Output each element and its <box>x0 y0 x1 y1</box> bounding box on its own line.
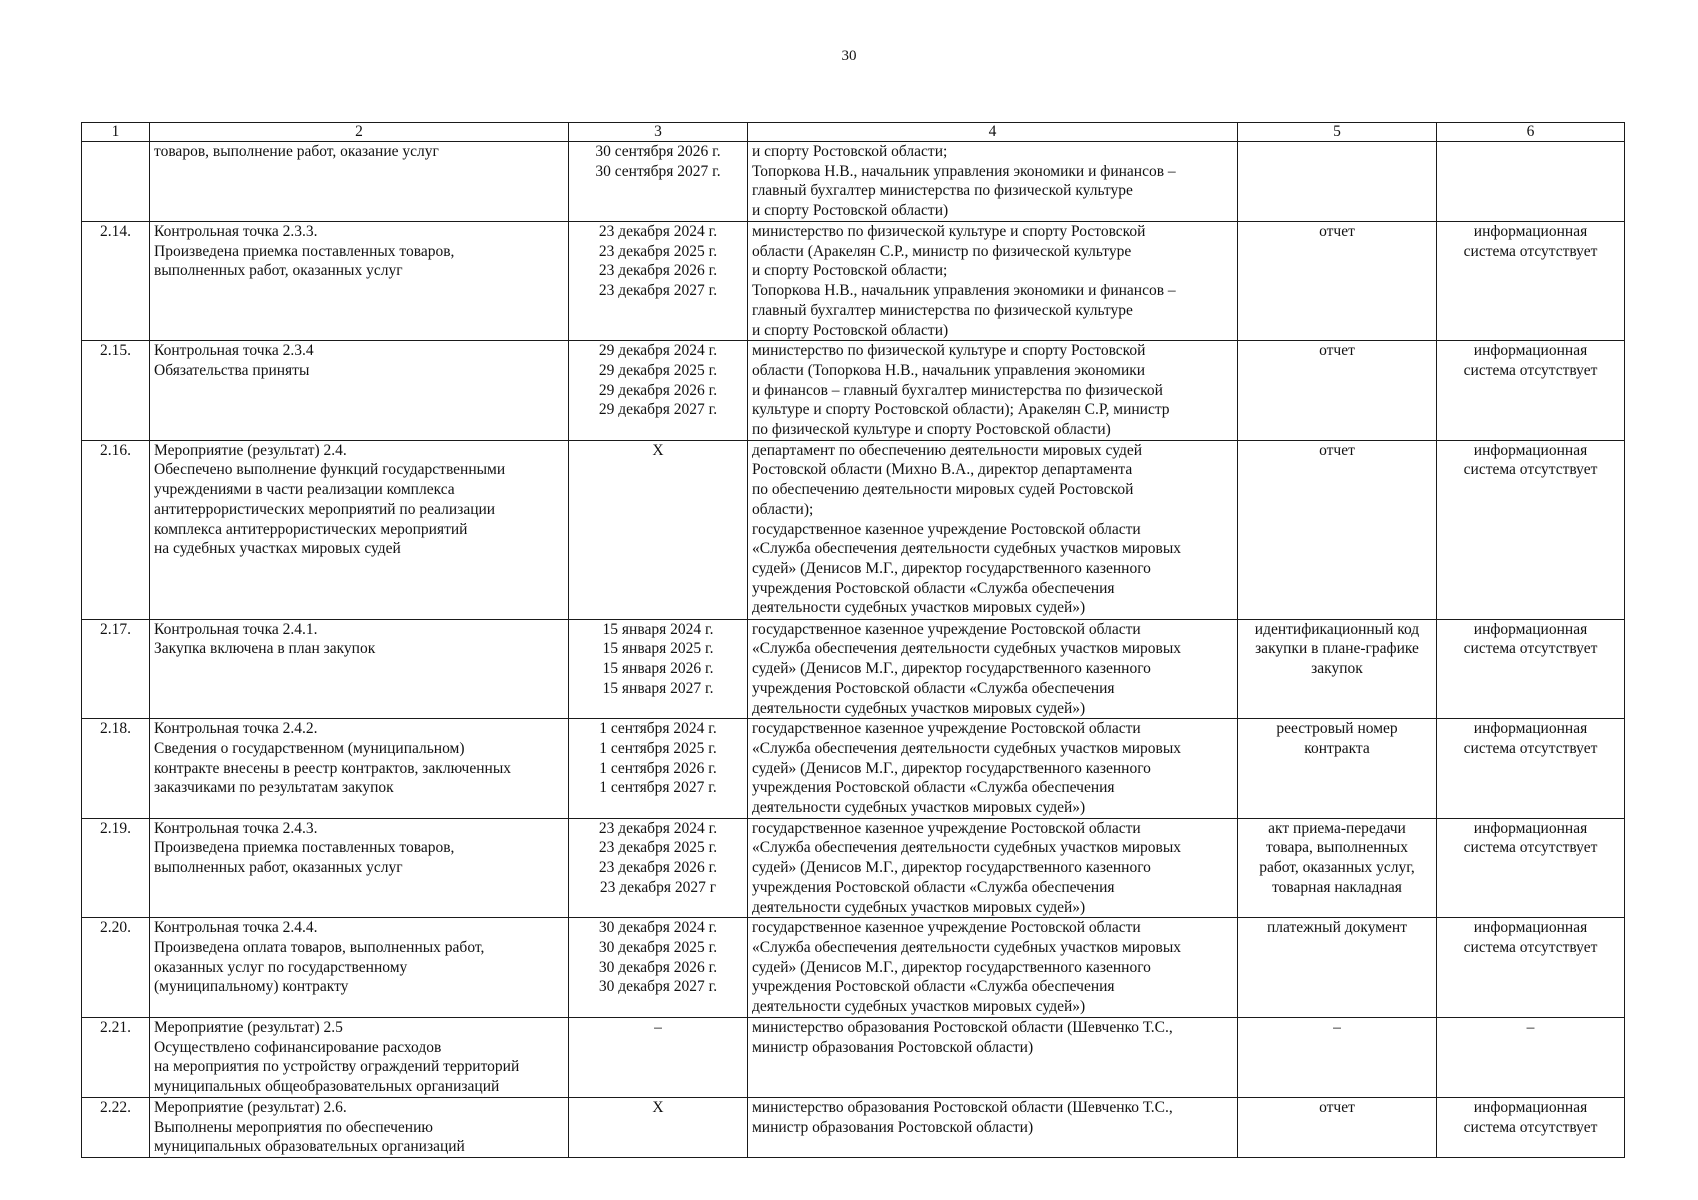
item-responsible-line: деятельности судебных участков мировых судей») <box>752 799 1086 817</box>
item-responsible-line: судей» (Денисов М.Г., директор государственного казенного <box>752 759 1151 777</box>
item-responsible-line: области (Топоркова Н.В., начальник управления экономики <box>752 361 1146 379</box>
item-name-line: муниципальных общеобразовательных организаций <box>154 1077 500 1095</box>
item-information-system-line: информационная <box>1473 1098 1588 1116</box>
item-document-line: отчет <box>1319 1098 1355 1116</box>
column-number-2: 2 <box>150 123 569 142</box>
item-deadline-line: 23 декабря 2024 г. <box>598 819 718 837</box>
item-name-line: Обеспечено выполнение функций государственными <box>154 461 506 479</box>
item-name-line: Контрольная точка 2.4.3. <box>154 819 318 837</box>
item-document-cell <box>1238 719 1437 819</box>
item-information-system-cell <box>1437 1097 1625 1157</box>
item-deadline-line: 29 декабря 2024 г. <box>598 342 718 360</box>
item-responsible-line: министерство по физической культуре и спорту Ростовской <box>752 223 1146 240</box>
item-name-line: Сведения о государственном (муниципальном) <box>154 739 465 757</box>
item-name-line: Мероприятие (результат) 2.4. <box>154 441 347 459</box>
item-deadline-line: 29 декабря 2026 г. <box>598 381 718 399</box>
item-name-cell <box>150 341 569 441</box>
item-name-cell <box>150 440 569 619</box>
item-responsible-line: учреждения Ростовской области «Служба обеспечения <box>752 679 1115 697</box>
column-number-5: 5 <box>1238 123 1437 142</box>
item-deadline-cell <box>569 719 748 819</box>
item-name-line: Контрольная точка 2.4.1. <box>154 620 318 638</box>
item-responsible-line: и финансов – главный бухгалтер министерства по физической <box>752 381 1163 399</box>
item-information-system-cell <box>1437 818 1625 918</box>
table-row <box>82 719 1625 819</box>
item-deadline-line: 30 сентября 2026 г. <box>595 143 721 160</box>
item-name-cell <box>150 1097 569 1157</box>
item-document-line: закупок <box>1311 660 1363 678</box>
item-deadline-line: 1 сентября 2026 г. <box>599 759 717 777</box>
item-responsible-cell <box>748 1017 1238 1097</box>
table-row <box>82 1017 1625 1097</box>
column-number-4: 4 <box>748 123 1238 142</box>
item-responsible-line: судей» (Денисов М.Г., директор государственного казенного <box>752 859 1151 877</box>
item-responsible-line: и спорту Ростовской области) <box>752 321 949 339</box>
item-name-cell <box>150 619 569 719</box>
item-document-line: – <box>1333 1018 1341 1036</box>
item-name-cell <box>150 918 569 1018</box>
item-name-line: Произведена приемка поставленных товаров, <box>154 839 455 857</box>
item-name-cell <box>150 818 569 918</box>
item-name-line: Выполнены мероприятия по обеспечению <box>154 1118 433 1136</box>
table-row <box>82 1097 1625 1157</box>
item-responsible-line: области (Аракелян С.Р., министр по физической культуре <box>752 242 1132 260</box>
item-responsible-line: главный бухгалтер министерства по физической культуре <box>752 301 1133 319</box>
item-name-line: Закупка включена в план закупок <box>154 640 376 658</box>
item-information-system-cell <box>1437 619 1625 719</box>
item-deadline-line: 30 сентября 2027 г. <box>595 162 721 180</box>
item-name-cell <box>150 1017 569 1097</box>
item-deadline-cell <box>569 440 748 619</box>
item-deadline-line: 15 января 2025 г. <box>602 640 714 658</box>
item-information-system-cell <box>1437 1017 1625 1097</box>
item-deadline-cell <box>569 918 748 1018</box>
item-name-line: Мероприятие (результат) 2.6. <box>154 1098 347 1116</box>
table-row <box>82 918 1625 1018</box>
item-name-cell <box>150 142 569 222</box>
item-name-line: выполненных работ, оказанных услуг <box>154 262 403 280</box>
item-information-system-cell <box>1437 341 1625 441</box>
item-responsible-line: министерство образования Ростовской области (Шевченко Т.С., <box>752 1018 1173 1036</box>
plan-table <box>81 122 1625 1158</box>
item-number-cell: 2.17. <box>82 619 150 719</box>
item-responsible-cell <box>748 918 1238 1018</box>
item-name-line: Контрольная точка 2.3.4 <box>154 342 314 360</box>
item-deadline-line: 23 декабря 2026 г. <box>598 859 718 877</box>
item-deadline-cell <box>569 619 748 719</box>
item-deadline-line: 29 декабря 2027 г. <box>598 401 718 419</box>
item-responsible-line: культуре и спорту Ростовской области); Аракелян С.Р, министр <box>752 401 1170 419</box>
item-responsible-line: государственное казенное учреждение Ростовской области <box>752 919 1141 937</box>
item-name-line: (муниципальному) контракту <box>154 978 349 996</box>
item-responsible-line: учреждения Ростовской области «Служба обеспечения <box>752 579 1115 597</box>
item-responsible-line: судей» (Денисов М.Г., директор государственного казенного <box>752 958 1151 976</box>
item-deadline-line: 23 декабря 2024 г. <box>598 223 718 240</box>
item-responsible-cell <box>748 619 1238 719</box>
item-deadline-line: 29 декабря 2025 г. <box>598 361 718 379</box>
item-responsible-line: государственное казенное учреждение Ростовской области <box>752 819 1141 837</box>
item-responsible-line: деятельности судебных участков мировых судей») <box>752 998 1086 1016</box>
item-deadline-line: 15 января 2024 г. <box>602 620 714 638</box>
item-number-cell <box>82 142 150 222</box>
item-deadline-line: 1 сентября 2027 г. <box>599 779 717 797</box>
column-number-1: 1 <box>82 123 150 142</box>
item-name-line: Обязательства приняты <box>154 361 310 379</box>
item-responsible-line: учреждения Ростовской области «Служба обеспечения <box>752 978 1115 996</box>
item-document-cell <box>1238 818 1437 918</box>
item-information-system-line: – <box>1526 1018 1535 1036</box>
item-name-line: Мероприятие (результат) 2.5 <box>154 1018 343 1036</box>
item-name-line: на мероприятия по устройству ограждений территорий <box>154 1058 520 1076</box>
item-responsible-line: «Служба обеспечения деятельности судебных участков мировых <box>752 739 1182 757</box>
item-information-system-line: система отсутствует <box>1463 640 1598 658</box>
item-deadline-cell <box>569 222 748 341</box>
item-name-line: Произведена приемка поставленных товаров, <box>154 242 455 260</box>
column-number-3: 3 <box>569 123 748 142</box>
item-responsible-line: области); <box>752 500 814 518</box>
item-number-cell: 2.16. <box>82 440 150 619</box>
item-name-line: на судебных участках мировых судей <box>154 540 401 558</box>
item-deadline-line: 1 сентября 2025 г. <box>599 739 717 757</box>
item-responsible-line: главный бухгалтер министерства по физической культуре <box>752 182 1133 200</box>
item-document-line: реестровый номер <box>1276 720 1398 738</box>
item-responsible-line: «Служба обеспечения деятельности судебных участков мировых <box>752 938 1182 956</box>
item-responsible-line: министр образования Ростовской области) <box>752 1038 1034 1056</box>
table-row <box>82 142 1625 222</box>
item-deadline-line: 23 декабря 2026 г. <box>598 262 718 280</box>
item-document-cell <box>1238 619 1437 719</box>
item-responsible-line: «Служба обеспечения деятельности судебных участков мировых <box>752 540 1182 558</box>
item-name-line: оказанных услуг по государственному <box>154 958 408 976</box>
table-row <box>82 440 1625 619</box>
item-deadline-line: 30 декабря 2026 г. <box>598 958 718 976</box>
item-name-line: товаров, выполнение работ, оказание услуг <box>154 143 439 160</box>
item-number-cell: 2.20. <box>82 918 150 1018</box>
item-name-line: комплекса антитеррористических мероприятий <box>154 520 468 538</box>
item-name-line: Осуществлено софинансирование расходов <box>154 1038 442 1056</box>
item-responsible-cell <box>748 341 1238 441</box>
item-deadline-line: 23 декабря 2027 г <box>599 878 717 896</box>
table-row <box>82 619 1625 719</box>
item-name-line: антитеррористических мероприятий по реализации <box>154 500 496 518</box>
item-document-cell <box>1238 142 1437 222</box>
item-responsible-line: и спорту Ростовской области; <box>752 262 948 280</box>
item-document-line: отчет <box>1319 223 1355 240</box>
item-name-line: Произведена оплата товаров, выполненных работ, <box>154 938 485 956</box>
item-document-cell <box>1238 222 1437 341</box>
item-responsible-line: деятельности судебных участков мировых судей») <box>752 599 1086 617</box>
item-document-line: закупки в плане-графике <box>1255 640 1419 658</box>
page-number: 30 <box>841 48 857 64</box>
item-information-system-line: система отсутствует <box>1463 938 1598 956</box>
item-responsible-line: и спорту Ростовской области; <box>752 143 948 160</box>
item-responsible-cell <box>748 440 1238 619</box>
item-responsible-line: «Служба обеспечения деятельности судебных участков мировых <box>752 640 1182 658</box>
item-document-line: платежный документ <box>1267 919 1407 937</box>
item-document-line: контракта <box>1304 739 1370 757</box>
item-document-cell <box>1238 341 1437 441</box>
item-responsible-cell <box>748 1097 1238 1157</box>
item-information-system-line: информационная <box>1473 223 1588 240</box>
item-responsible-line: министерство по физической культуре и спорту Ростовской <box>752 342 1146 360</box>
item-document-line: отчет <box>1319 441 1355 459</box>
item-deadline-line: Х <box>652 1098 664 1116</box>
item-deadline-cell <box>569 818 748 918</box>
item-document-cell <box>1238 440 1437 619</box>
item-document-cell <box>1238 1097 1437 1157</box>
item-responsible-cell <box>748 818 1238 918</box>
item-document-cell <box>1238 1017 1437 1097</box>
item-document-line: работ, оказанных услуг, <box>1259 859 1415 877</box>
item-responsible-line: государственное казенное учреждение Ростовской области <box>752 620 1141 638</box>
item-information-system-cell <box>1437 440 1625 619</box>
item-responsible-cell <box>748 222 1238 341</box>
item-deadline-line: 15 января 2027 г. <box>602 679 714 697</box>
item-name-line: контракте внесены в реестр контрактов, заключенных <box>154 759 511 777</box>
item-responsible-line: «Служба обеспечения деятельности судебных участков мировых <box>752 839 1182 857</box>
item-responsible-cell <box>748 142 1238 222</box>
item-number-cell: 2.14. <box>82 222 150 341</box>
item-deadline-line: 23 декабря 2025 г. <box>598 242 718 260</box>
item-deadline-line: Х <box>652 441 664 459</box>
item-responsible-line: по обеспечению деятельности мировых судей Ростовской <box>752 481 1134 499</box>
item-deadline-line: 15 января 2026 г. <box>602 660 714 678</box>
item-document-line: товара, выполненных <box>1266 839 1408 857</box>
item-deadline-line: 1 сентября 2024 г. <box>599 720 717 738</box>
item-number-cell: 2.22. <box>82 1097 150 1157</box>
item-number-cell: 2.15. <box>82 341 150 441</box>
item-information-system-line: информационная <box>1473 720 1588 738</box>
item-name-line: Контрольная точка 2.4.2. <box>154 720 318 738</box>
table-row <box>82 818 1625 918</box>
item-document-line: идентификационный код <box>1254 620 1420 638</box>
item-responsible-cell <box>748 719 1238 819</box>
item-responsible-line: Топоркова Н.В., начальник управления экономики и финансов – <box>752 282 1176 300</box>
item-name-line: учреждениями в части реализации комплекса <box>154 481 455 499</box>
item-responsible-line: государственное казенное учреждение Ростовской области <box>752 520 1141 538</box>
item-information-system-cell <box>1437 719 1625 819</box>
item-deadline-cell <box>569 341 748 441</box>
item-information-system-cell <box>1437 918 1625 1018</box>
item-responsible-line: государственное казенное учреждение Ростовской области <box>752 720 1141 738</box>
column-number-6: 6 <box>1437 123 1625 142</box>
item-responsible-line: судей» (Денисов М.Г., директор государственного казенного <box>752 660 1151 678</box>
item-name-line: муниципальных образовательных организаций <box>154 1138 465 1156</box>
table-row <box>82 341 1625 441</box>
item-information-system-line: система отсутствует <box>1463 242 1598 260</box>
item-information-system-line: информационная <box>1473 919 1588 937</box>
item-number-cell: 2.19. <box>82 818 150 918</box>
item-responsible-line: министерство образования Ростовской области (Шевченко Т.С., <box>752 1098 1173 1116</box>
item-deadline-line: 30 декабря 2027 г. <box>598 978 718 996</box>
item-information-system-line: информационная <box>1473 620 1588 638</box>
item-responsible-line: деятельности судебных участков мировых судей») <box>752 898 1086 916</box>
item-document-cell <box>1238 918 1437 1018</box>
item-responsible-line: учреждения Ростовской области «Служба обеспечения <box>752 779 1115 797</box>
item-name-cell <box>150 719 569 819</box>
item-responsible-line: министр образования Ростовской области) <box>752 1118 1034 1136</box>
item-responsible-line: департамент по обеспечению деятельности мировых судей <box>752 441 1143 459</box>
item-deadline-line: 23 декабря 2025 г. <box>598 839 718 857</box>
item-responsible-line: судей» (Денисов М.Г., директор государственного казенного <box>752 559 1151 577</box>
item-name-line: заказчиками по результатам закупок <box>154 779 394 797</box>
item-number-cell: 2.18. <box>82 719 150 819</box>
item-responsible-line: Ростовской области (Михно В.А., директор департамента <box>752 461 1133 479</box>
item-information-system-line: система отсутствует <box>1463 361 1598 379</box>
item-document-line: товарная накладная <box>1272 878 1402 896</box>
item-information-system-cell <box>1437 142 1625 222</box>
item-deadline-cell <box>569 1097 748 1157</box>
item-deadline-cell <box>569 142 748 222</box>
table-row <box>82 222 1625 341</box>
item-document-line: акт приема-передачи <box>1268 819 1406 837</box>
item-responsible-line: учреждения Ростовской области «Служба обеспечения <box>752 878 1115 896</box>
item-information-system-line: система отсутствует <box>1463 1118 1598 1136</box>
item-responsible-line: по физической культуре и спорту Ростовской области) <box>752 421 1111 439</box>
table-body <box>82 123 1625 1158</box>
item-responsible-line: Топоркова Н.В., начальник управления экономики и финансов – <box>752 162 1176 180</box>
item-document-line: отчет <box>1319 342 1355 360</box>
item-name-line: Контрольная точка 2.4.4. <box>154 919 318 937</box>
item-name-cell <box>150 222 569 341</box>
item-number-cell: 2.21. <box>82 1017 150 1097</box>
item-responsible-line: и спорту Ростовской области) <box>752 202 949 220</box>
item-deadline-line: 30 декабря 2024 г. <box>598 919 718 937</box>
item-deadline-line: 23 декабря 2027 г. <box>598 282 718 300</box>
item-information-system-line: информационная <box>1473 342 1588 360</box>
item-deadline-line: – <box>654 1018 662 1036</box>
item-information-system-line: система отсутствует <box>1463 839 1598 857</box>
item-information-system-line: система отсутствует <box>1463 739 1598 757</box>
item-information-system-line: система отсутствует <box>1463 461 1598 479</box>
item-deadline-cell <box>569 1017 748 1097</box>
item-responsible-line: деятельности судебных участков мировых судей») <box>752 699 1086 717</box>
item-information-system-cell <box>1437 222 1625 341</box>
item-deadline-line: 30 декабря 2025 г. <box>598 938 718 956</box>
item-name-line: выполненных работ, оказанных услуг <box>154 859 403 877</box>
item-information-system-line: информационная <box>1473 819 1588 837</box>
item-name-line: Контрольная точка 2.3.3. <box>154 223 318 240</box>
column-number-row <box>82 123 1625 142</box>
item-information-system-line: информационная <box>1473 441 1588 459</box>
